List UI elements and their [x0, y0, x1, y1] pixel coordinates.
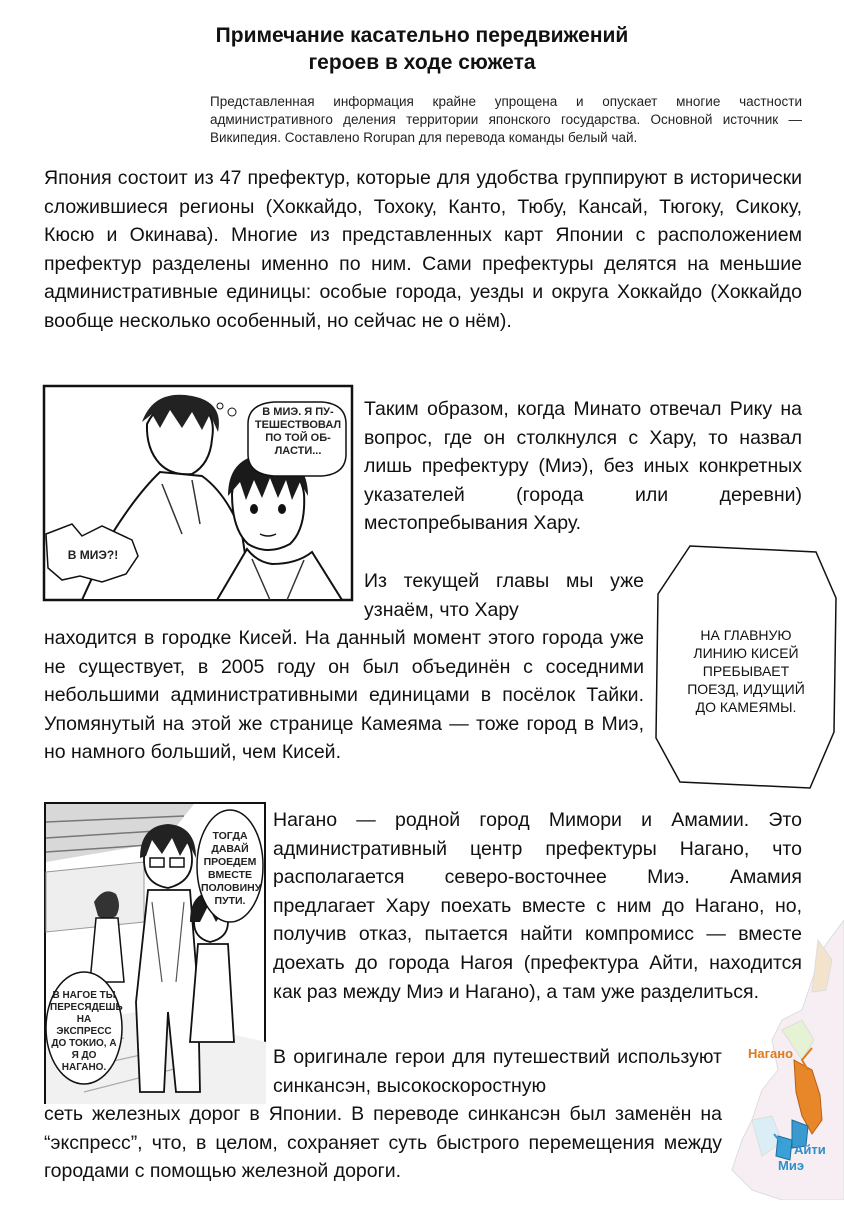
- paragraph-kisei-intro: Из текущей главы мы уже узнаём, что Хару: [364, 570, 644, 621]
- paragraph-minato-answer: Таким образом, когда Минато отвечал Рику на вопрос, где он столкнулся с Хару, то назвал лишь префектуру (Миэ), без иных конкретных указателей (города или деревни) местопребывания Хару.: [364, 398, 802, 535]
- paragraph-nagano: Нагано — родной город Мимори и Амамии. Это административный центр префектуры Нагано, что располагается северо-восточнее Миэ. Амамия предлагает Хару поехать вместе с ним до Нагано, но, получив отказ, пытается найти компромисс — вместе доехать до города Нагоя (префектура Айти, находится как раз между Миэ и Нагано), а там уже разделиться.: [273, 809, 802, 1003]
- japan-map: [722, 920, 844, 1200]
- paragraph-shinkansen: сеть железных дорог в Японии. В переводе синкансэн был заменён на “экспресс”, что, в целом, сохраняет суть быстрого перемещения между городами с помощью железной дороги.: [44, 1103, 722, 1183]
- page-title: [0, 22, 844, 76]
- manga-panel-2: [44, 802, 266, 1104]
- map-label-aichi: Айти: [794, 1142, 826, 1157]
- paragraph-prefectures: Япония состоит из 47 префектур, которые для удобства группируют в исторически сложившиеся регионы (Хоккайдо, Тохоку, Канто, Тюбу, Кансай, Тюгоку, Сикоку, Кюсю и Окинава). Многие из представленных карт Японии с расположением префектур разделены именно по ним. Сами префектуры делятся на меньшие административные единицы: особые города, уезды и округа Хоккайдо (Хоккайдо вообще несколько особенный, но сейчас не о нём).: [44, 167, 802, 332]
- paragraph-shinkansen-intro: В оригинале герои для путешествий используют синкансэн, высокоскоростную: [273, 1046, 722, 1097]
- caption-octagon-text: НА ГЛАВНУЮ ЛИНИЮ КИСЕЙ ПРЕБЫВАЕТ ПОЕЗД, ИДУЩИЙ ДО КАМЕЯМЫ.: [687, 627, 805, 715]
- speech-bubble-half-way: ТОГДА ДАВАЙ ПРОЕДЕМ ВМЕСТЕ ПОЛОВИНУ ПУТИ.: [201, 830, 262, 907]
- speech-bubble-mie-travel: В МИЭ. Я ПУ-ТЕШЕСТВОВАЛ ПО ТОЙ ОБ-ЛАСТИ...: [254, 406, 342, 457]
- manga-panel-1: [42, 384, 354, 602]
- caption-octagon: [650, 542, 842, 796]
- map-label-mie: Миэ: [778, 1158, 804, 1173]
- title-line-1: Примечание касательно передвижений: [215, 24, 629, 47]
- paragraph-kisei: находится в городке Кисей. На данный момент этого города уже не существует, в 2005 году он был объединён с соседними небольшими административными единицами в посёлок Тайки. Упомянутый на этой же странице Камеяма — тоже город в Миэ, но намного больший, чем Кисей.: [44, 627, 644, 764]
- source-note: Представленная информация крайне упрощена и опускает многие частности административного деления территории японского государства. Основной источник — Википедия. Составлено Rorupan для перевода команды белый чай.: [210, 94, 802, 145]
- map-label-nagano: Нагано: [748, 1046, 794, 1061]
- speech-bubble-nagoya: В НАГОЕ ТЫ ПЕРЕСЯДЕШЬ НА ЭКСПРЕСС ДО ТОКИО, А Я ДО НАГАНО.: [50, 990, 123, 1073]
- title-line-2: героев в ходе сюжета: [308, 51, 536, 74]
- speech-bubble-in-mie: В МИЭ?!: [67, 548, 119, 562]
